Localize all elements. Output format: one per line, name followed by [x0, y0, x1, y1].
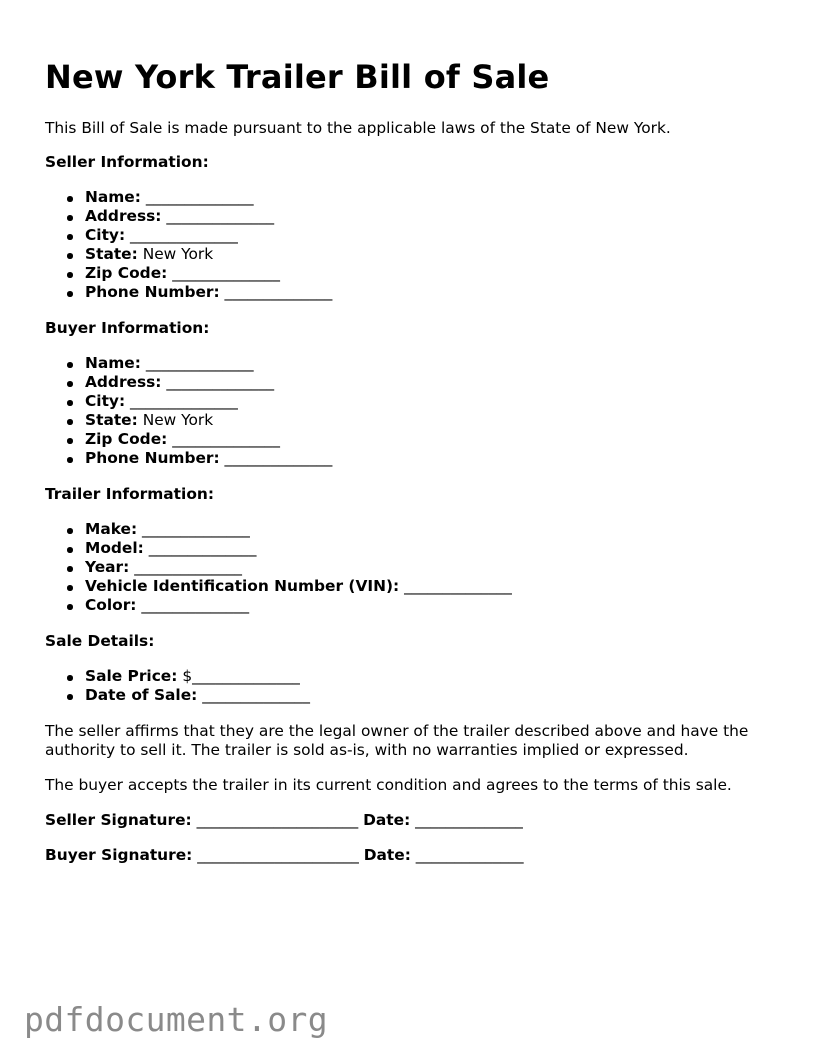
field-value[interactable]: ______________ — [145, 188, 254, 206]
field-value[interactable]: ______________ — [224, 283, 333, 301]
field-value[interactable]: ______________ — [172, 264, 280, 282]
field-value[interactable]: ______________ — [141, 596, 250, 614]
seller-signature-label: Seller Signature: — [45, 811, 192, 829]
seller-section-heading: Seller Information: — [45, 153, 209, 171]
field-value[interactable]: ______________ — [142, 520, 250, 538]
field-label: Phone Number: — [85, 449, 220, 467]
buyer-address-field — [45, 373, 332, 392]
field-label: Name: — [85, 354, 141, 372]
seller-signature-row — [45, 811, 523, 829]
affirmation-paragraph: The seller affirms that they are the legal owner of the trailer described above and have the authority to sell it. The trailer is sold as-is, with no warranties implied or expressed. — [45, 722, 749, 759]
field-value[interactable]: ______________ — [130, 392, 238, 410]
field-value[interactable]: ______________ — [172, 430, 280, 448]
seller-field-list — [45, 188, 332, 302]
field-label: Date of Sale: — [85, 686, 198, 704]
field-label: State: — [85, 411, 138, 429]
seller-address-field — [45, 207, 332, 226]
field-label: Make: — [85, 520, 138, 538]
field-value[interactable]: ______________ — [134, 558, 242, 576]
trailer-make-field — [45, 520, 512, 539]
field-label: Address: — [85, 207, 162, 225]
buyer-date-line[interactable]: ______________ — [415, 846, 524, 864]
buyer-section-heading: Buyer Information: — [45, 319, 210, 337]
field-value[interactable]: ______________ — [202, 686, 310, 704]
document-title: New York Trailer Bill of Sale — [45, 58, 550, 96]
buyer-signature-label: Buyer Signature: — [45, 846, 193, 864]
seller-date-label: Date: — [363, 811, 411, 829]
buyer-date-label: Date: — [363, 846, 411, 864]
field-value[interactable]: ______________ — [166, 373, 275, 391]
buyer-field-list — [45, 354, 332, 468]
field-label: Zip Code: — [85, 430, 168, 448]
acceptance-paragraph: The buyer accepts the trailer in its current condition and agrees to the terms of this sale. — [45, 776, 732, 794]
field-label: Year: — [85, 558, 130, 576]
field-value[interactable]: ______________ — [145, 354, 254, 372]
field-value[interactable]: ______________ — [166, 207, 275, 225]
sale-date-field — [45, 686, 310, 705]
field-value[interactable]: ______________ — [404, 577, 512, 595]
sale-price-field — [45, 667, 310, 686]
field-label: Name: — [85, 188, 141, 206]
seller-zip-field — [45, 264, 332, 283]
trailer-year-field — [45, 558, 512, 577]
field-label: Address: — [85, 373, 162, 391]
buyer-state-field — [45, 411, 332, 430]
field-label: City: — [85, 392, 126, 410]
buyer-name-field — [45, 354, 332, 373]
field-value[interactable]: ______________ — [148, 539, 257, 557]
watermark: pdfdocument.org — [24, 1000, 329, 1039]
field-label: Sale Price: — [85, 667, 178, 685]
trailer-vin-field — [45, 577, 512, 596]
seller-name-field — [45, 188, 332, 207]
trailer-color-field — [45, 596, 512, 615]
field-label: Vehicle Identification Number (VIN): — [85, 577, 400, 595]
field-value: New York — [142, 411, 214, 429]
seller-phone-field — [45, 283, 332, 302]
buyer-phone-field — [45, 449, 332, 468]
field-value[interactable]: $______________ — [182, 667, 300, 685]
buyer-city-field — [45, 392, 332, 411]
intro-paragraph: This Bill of Sale is made pursuant to the applicable laws of the State of New York. — [45, 119, 671, 137]
seller-signature-line[interactable]: _____________________ — [196, 811, 359, 829]
seller-state-field — [45, 245, 332, 264]
field-label: Phone Number: — [85, 283, 220, 301]
buyer-zip-field — [45, 430, 332, 449]
sale-section-heading: Sale Details: — [45, 632, 155, 650]
seller-date-line[interactable]: ______________ — [415, 811, 523, 829]
field-label: Zip Code: — [85, 264, 168, 282]
field-value[interactable]: ______________ — [224, 449, 333, 467]
field-label: City: — [85, 226, 126, 244]
seller-city-field — [45, 226, 332, 245]
field-label: Model: — [85, 539, 144, 557]
buyer-signature-line[interactable]: _____________________ — [197, 846, 359, 864]
sale-field-list — [45, 667, 310, 705]
field-label: Color: — [85, 596, 137, 614]
buyer-signature-row — [45, 846, 524, 864]
trailer-section-heading: Trailer Information: — [45, 485, 215, 503]
field-label: State: — [85, 245, 138, 263]
field-value[interactable]: ______________ — [130, 226, 238, 244]
field-value: New York — [142, 245, 214, 263]
trailer-field-list — [45, 520, 512, 615]
trailer-model-field — [45, 539, 512, 558]
